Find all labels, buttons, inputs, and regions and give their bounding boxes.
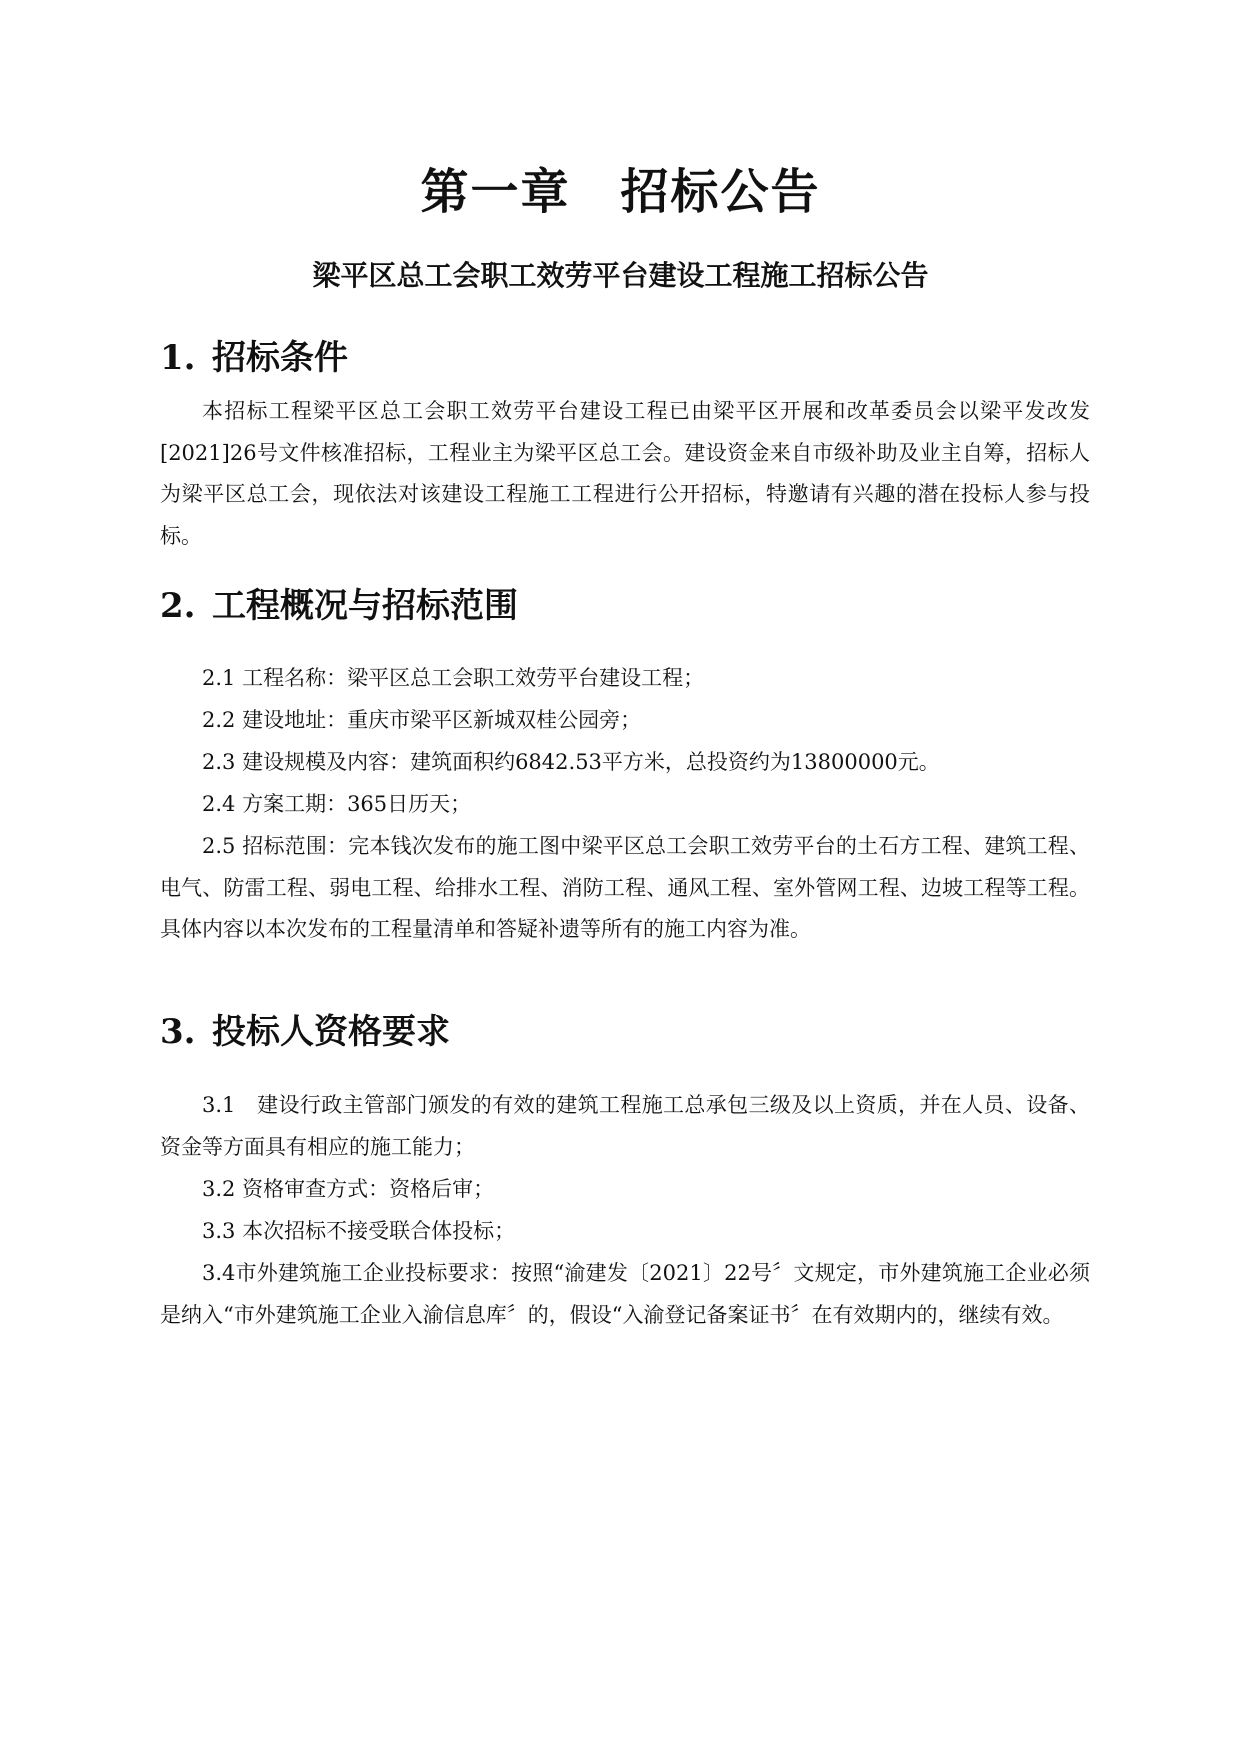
section-2-item: 2.4 方案工期：365日历天； (202, 792, 472, 816)
section-3-item: 3.3 本次招标不接受联合体投标； (202, 1219, 516, 1243)
section-heading-2 (160, 584, 518, 628)
section-heading-1 (160, 336, 348, 380)
section-heading-3 (160, 1010, 450, 1054)
section-title: 招标条件 (212, 338, 348, 378)
section-2-item: 2.3 建设规模及内容：建筑面积约6842.53平方米，总投资约为13800000元。 (202, 750, 940, 774)
section-3-item: 3.4市外建筑施工企业投标要求：按照“渝建发〔2021〕22号〞文规定，市外建筑施工企业必须是纳入“市外建筑施工企业入渝信息库〞的，假设“入渝登记备案证书〞在有效期内的，继续有效。 (160, 1261, 1090, 1327)
section-number: 1. (160, 338, 196, 378)
chapter-title: 第一章 招标公告 (420, 164, 821, 220)
section-2-item: 2.2 建设地址：重庆市梁平区新城双桂公园旁； (202, 708, 642, 732)
section-2-item: 2.5 招标范围：完本钱次发布的施工图中梁平区总工会职工效劳平台的土石方工程、建筑工程、电气、防雷工程、弱电工程、给排水工程、消防工程、通风工程、室外管网工程、边坡工程等工程。具体内容以本次发布的工程量清单和答疑补遗等所有的施工内容为准。 (160, 834, 1090, 941)
section-title: 工程概况与招标范围 (212, 586, 518, 626)
section-number: 2. (160, 586, 196, 626)
section-number: 3. (160, 1012, 196, 1052)
section-1-paragraph: 本招标工程梁平区总工会职工效劳平台建设工程已由梁平区开展和改革委员会以梁平发改发[2021]26号文件核准招标，工程业主为梁平区总工会。建设资金来自市级补助及业主自筹，招标人为梁平区总工会，现依法对该建设工程施工工程进行公开招标，特邀请有兴趣的潜在投标人参与投标。 (160, 399, 1090, 548)
section-3-item: 3.2 资格审查方式：资格后审； (202, 1177, 495, 1201)
announcement-title: 梁平区总工会职工效劳平台建设工程施工招标公告 (312, 259, 929, 292)
section-title: 投标人资格要求 (212, 1012, 450, 1052)
section-3-item: 3.1 建设行政主管部门颁发的有效的建筑工程施工总承包三级及以上资质，并在人员、设备、资金等方面具有相应的施工能力； (160, 1093, 1090, 1159)
section-2-item: 2.1 工程名称：梁平区总工会职工效劳平台建设工程； (202, 666, 705, 690)
